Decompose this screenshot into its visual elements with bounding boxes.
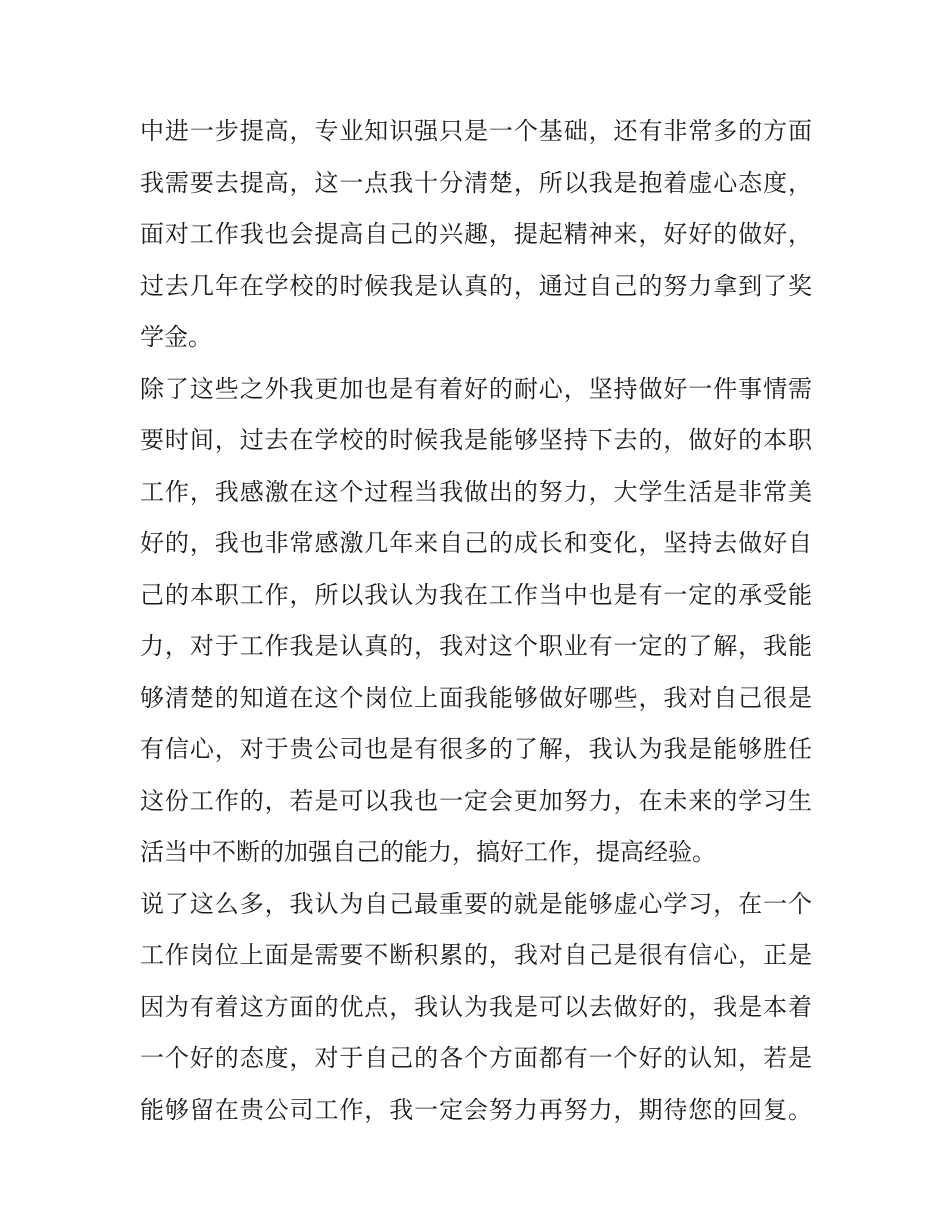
text-line: 够清楚的知道在这个岗位上面我能够做好哪些，我对自己很是 (140, 683, 812, 712)
body-text (140, 106, 812, 1136)
text-line: 除了这些之外我更加也是有着好的耐心，坚持做好一件事情需 (140, 374, 812, 403)
text-line: 过去几年在学校的时候我是认真的，通过自己的努力拿到了奖 (140, 271, 812, 300)
text-line: 学金。 (140, 323, 212, 351)
text-line: 有信心，对于贵公司也是有很多的了解，我认为我是能够胜任 (140, 735, 812, 763)
text-line: 能够留在贵公司工作，我一定会努力再努力，期待您的回复。 (140, 1095, 812, 1124)
text-line: 己的本职工作，所以我认为我在工作当中也是有一定的承受能 (140, 580, 812, 609)
text-line: 活当中不断的加强自己的能力，搞好工作，提高经验。 (140, 838, 716, 866)
text-line: 要时间，过去在学校的时候我是能够坚持下去的，做好的本职 (140, 426, 812, 454)
text-line: 这份工作的，若是可以我也一定会更加努力，在未来的学习生 (140, 786, 812, 815)
text-line: 面对工作我也会提高自己的兴趣，提起精神来，好好的做好， (140, 220, 812, 248)
text-line: 工作岗位上面是需要不断积累的，我对自己是很有信心，正是 (140, 941, 812, 969)
text-line: 因为有着这方面的优点，我认为我是可以去做好的，我是本着 (140, 992, 812, 1021)
text-line: 说了这么多，我认为自己最重要的就是能够虚心学习，在一个 (140, 889, 812, 918)
text-line: 中进一步提高，专业知识强只是一个基础，还有非常多的方面 (140, 117, 812, 145)
text-line: 好的，我也非常感激几年来自己的成长和变化，坚持去做好自 (140, 529, 812, 557)
text-line: 我需要去提高，这一点我十分清楚，所以我是抱着虚心态度， (140, 168, 812, 197)
text-line: 工作，我感激在这个过程当我做出的努力，大学生活是非常美 (140, 477, 812, 506)
text-line: 力，对于工作我是认真的，我对这个职业有一定的了解，我能 (140, 632, 812, 660)
text-line: 一个好的态度，对于自己的各个方面都有一个好的认知，若是 (140, 1044, 812, 1072)
